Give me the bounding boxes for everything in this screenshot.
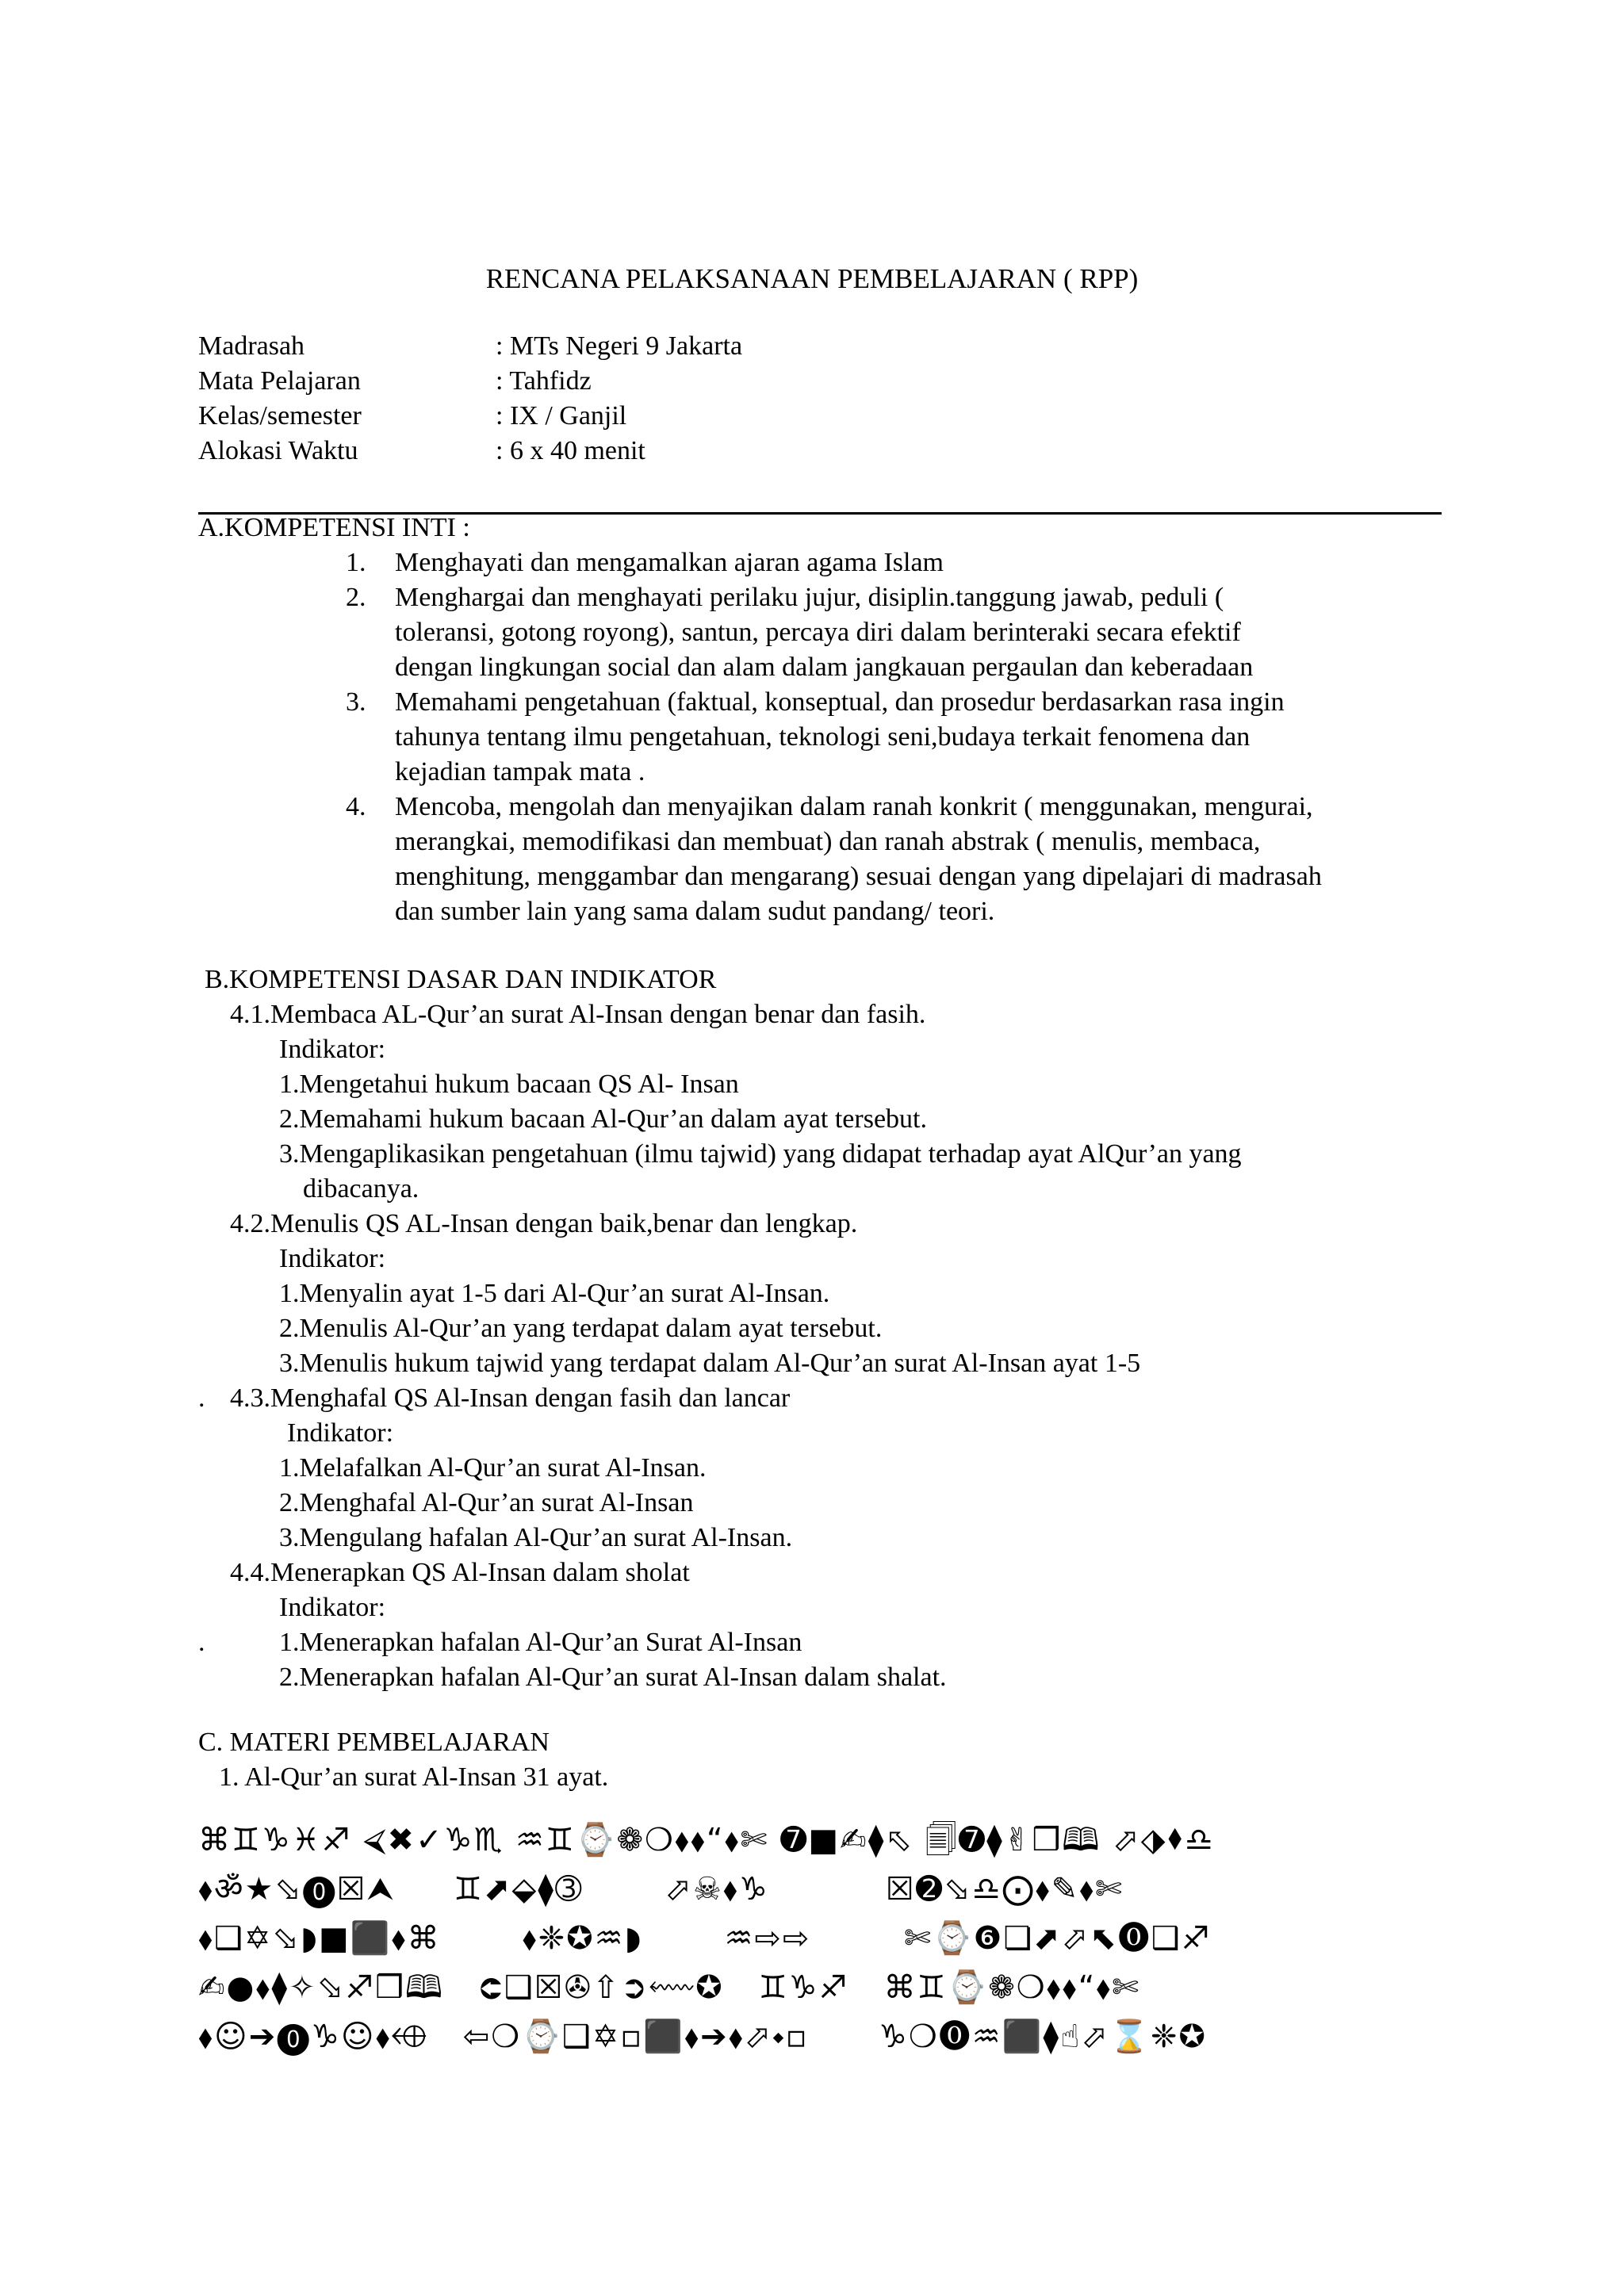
indikator-item: 2.Menghafal Al-Qur’an surat Al-Insan bbox=[279, 1488, 694, 1517]
indikator-label: Indikator: bbox=[279, 1035, 386, 1064]
dingbat-line: ⌘♊♑♓♐ ⮘✖✓♑♏ ♒♊⌚❁❍⬧⬧“⬧✄ ➐■✍⧫⬁ 🗐➐⧫✌❒🕮 ⬀⬗⬧♎ bbox=[198, 1822, 1215, 1858]
indikator-item: 3.Menulis hukum tajwid yang terdapat dalam Al-Qur’an surat Al-Insan ayat 1-5 bbox=[279, 1349, 1141, 1378]
meta-label: Alokasi Waktu bbox=[198, 436, 358, 465]
text-line: Menghargai dan menghayati perilaku jujur, disiplin.tanggung jawab, peduli ( bbox=[395, 583, 1224, 612]
meta-value: : Tahfidz bbox=[496, 366, 592, 396]
list-text bbox=[395, 790, 1434, 929]
meta-label: Madrasah bbox=[198, 331, 305, 361]
list-number: 2. bbox=[346, 583, 366, 612]
list-item bbox=[346, 790, 1456, 929]
indikator-item: 3.Mengaplikasikan pengetahuan (ilmu tajwid) yang didapat terhadap ayat AlQur’an yang bbox=[279, 1139, 1242, 1169]
meta-value: : 6 x 40 menit bbox=[496, 436, 645, 465]
meta-row-madrasah bbox=[198, 329, 742, 364]
dingbat-line: ⬧☺➔⓿♑☺⬧⬲ ⇦❍⌚❑✡▫⬛⬧➔⬧⬀⬩▫ ♑❍⓿♒⬛⧫☝⬀⌛❈✪ bbox=[198, 2019, 1207, 2055]
text-line: tahunya tentang ilmu pengetahuan, teknologi seni,budaya terkait fenomena dan bbox=[395, 722, 1251, 752]
indikator-item: 2.Menulis Al-Qur’an yang terdapat dalam ayat tersebut. bbox=[279, 1314, 883, 1343]
meta-value: : IX / Ganjil bbox=[496, 401, 627, 430]
text-line: Memahami pengetahuan (faktual, konseptual, dan prosedur berdasarkan rasa ingin bbox=[395, 687, 1285, 717]
meta-value: : MTs Negeri 9 Jakarta bbox=[496, 331, 743, 361]
dingbat-line: ✍●⬧⧫✧⬂♐❒🕮 ⮈❑☒✇⇧➲⬳✪ ♊♑♐ ⌘♊⌚❁❍⬧⬧“⬧✄ bbox=[198, 1969, 1140, 2006]
text-line: kejadian tampak mata . bbox=[395, 757, 645, 786]
list-text bbox=[395, 545, 1434, 580]
text-line: toleransi, gotong royong), santun, percaya diri dalam berinteraki secara efektif bbox=[395, 618, 1241, 647]
indikator-item: 2.Menerapkan hafalan Al-Qur’an surat Al-Insan dalam shalat. bbox=[279, 1663, 947, 1692]
list-number: 3. bbox=[346, 687, 366, 717]
kd-title: 4.3.Menghafal QS Al-Insan dengan fasih dan lancar bbox=[230, 1383, 791, 1413]
meta-row-mata-pelajaran bbox=[198, 364, 742, 399]
list-number: 4. bbox=[346, 792, 366, 821]
indikator-item-continued: dibacanya. bbox=[303, 1174, 419, 1203]
indikator-label: Indikator: bbox=[287, 1418, 394, 1448]
text-line: merangkai, memodifikasi dan membuat) dan ranah abstrak ( menulis, membaca, bbox=[395, 827, 1261, 856]
document-title: RENCANA PELAKSANAAN PEMBELAJARAN ( RPP) bbox=[485, 263, 1139, 294]
list-item bbox=[346, 580, 1456, 685]
text-line: dan sumber lain yang sama dalam sudut pandang/ teori. bbox=[395, 897, 995, 926]
section-a-heading: A.KOMPETENSI INTI : bbox=[198, 513, 470, 542]
stray-period: . bbox=[198, 1628, 205, 1657]
meta-label: Kelas/semester bbox=[198, 401, 362, 430]
list-number: 1. bbox=[346, 548, 366, 577]
indikator-item: 2.Memahami hukum bacaan Al-Qur’an dalam ayat tersebut. bbox=[279, 1104, 927, 1134]
stray-period: . bbox=[198, 1383, 205, 1413]
list-text bbox=[395, 685, 1434, 790]
indikator-item: 1.Menerapkan hafalan Al-Qur’an Surat Al-Insan bbox=[279, 1628, 802, 1657]
identity-block bbox=[198, 329, 742, 469]
indikator-label: Indikator: bbox=[279, 1244, 386, 1273]
garbled-arabic-text-block bbox=[198, 1816, 1443, 2061]
indikator-item: 3.Mengulang hafalan Al-Qur’an surat Al-Insan. bbox=[279, 1523, 793, 1552]
indikator-item: 1.Menyalin ayat 1-5 dari Al-Qur’an surat Al-Insan. bbox=[279, 1279, 830, 1308]
kd-title: 4.4.Menerapkan QS Al-Insan dalam sholat bbox=[230, 1558, 690, 1587]
indikator-item: 1.Melafalkan Al-Qur’an surat Al-Insan. bbox=[279, 1453, 707, 1483]
list-text bbox=[395, 580, 1434, 685]
dingbat-line: ⬧❑✡⬂◗■⬛⬧⌘ ⬧❈✪♒◗ ♒⇨⇨ ✄⌚❻❏⬈⬀⬉⓿❑♐ bbox=[198, 1920, 1212, 1957]
text-line: Menghayati dan mengamalkan ajaran agama Islam bbox=[395, 548, 944, 577]
section-b-heading: B.KOMPETENSI DASAR DAN INDIKATOR bbox=[205, 965, 717, 994]
meta-row-alokasi-waktu bbox=[198, 434, 742, 469]
meta-row-kelas-semester bbox=[198, 399, 742, 434]
meta-label: Mata Pelajaran bbox=[198, 366, 361, 396]
indikator-item: 1.Mengetahui hukum bacaan QS Al- Insan bbox=[279, 1070, 739, 1099]
dingbat-line: ⬧ॐ★⬂⓿☒⮝ ♊⬈⬙⧫➂ ⬀☠⬧♑ ☒➋⬂♎⨀⬧✎⬧✄ bbox=[198, 1871, 1124, 1908]
indikator-label: Indikator: bbox=[279, 1593, 386, 1622]
list-item bbox=[346, 685, 1456, 790]
kd-title: 4.1.Membaca AL-Qur’an surat Al-Insan dengan benar dan fasih. bbox=[230, 1000, 926, 1029]
text-line: menghitung, menggambar dan mengarang) sesuai dengan yang dipelajari di madrasah bbox=[395, 862, 1322, 891]
kompetensi-inti-list bbox=[346, 545, 1456, 929]
list-item bbox=[346, 545, 1456, 580]
text-line: dengan lingkungan social dan alam dalam jangkauan pergaulan dan keberadaan bbox=[395, 652, 1254, 682]
text-line: Mencoba, mengolah dan menyajikan dalam ranah konkrit ( menggunakan, mengurai, bbox=[395, 792, 1313, 821]
section-c-heading: C. MATERI PEMBELAJARAN bbox=[198, 1728, 550, 1757]
materi-item: 1. Al-Qur’an surat Al-Insan 31 ayat. bbox=[219, 1762, 609, 1792]
kd-title: 4.2.Menulis QS AL-Insan dengan baik,benar dan lengkap. bbox=[230, 1209, 858, 1238]
